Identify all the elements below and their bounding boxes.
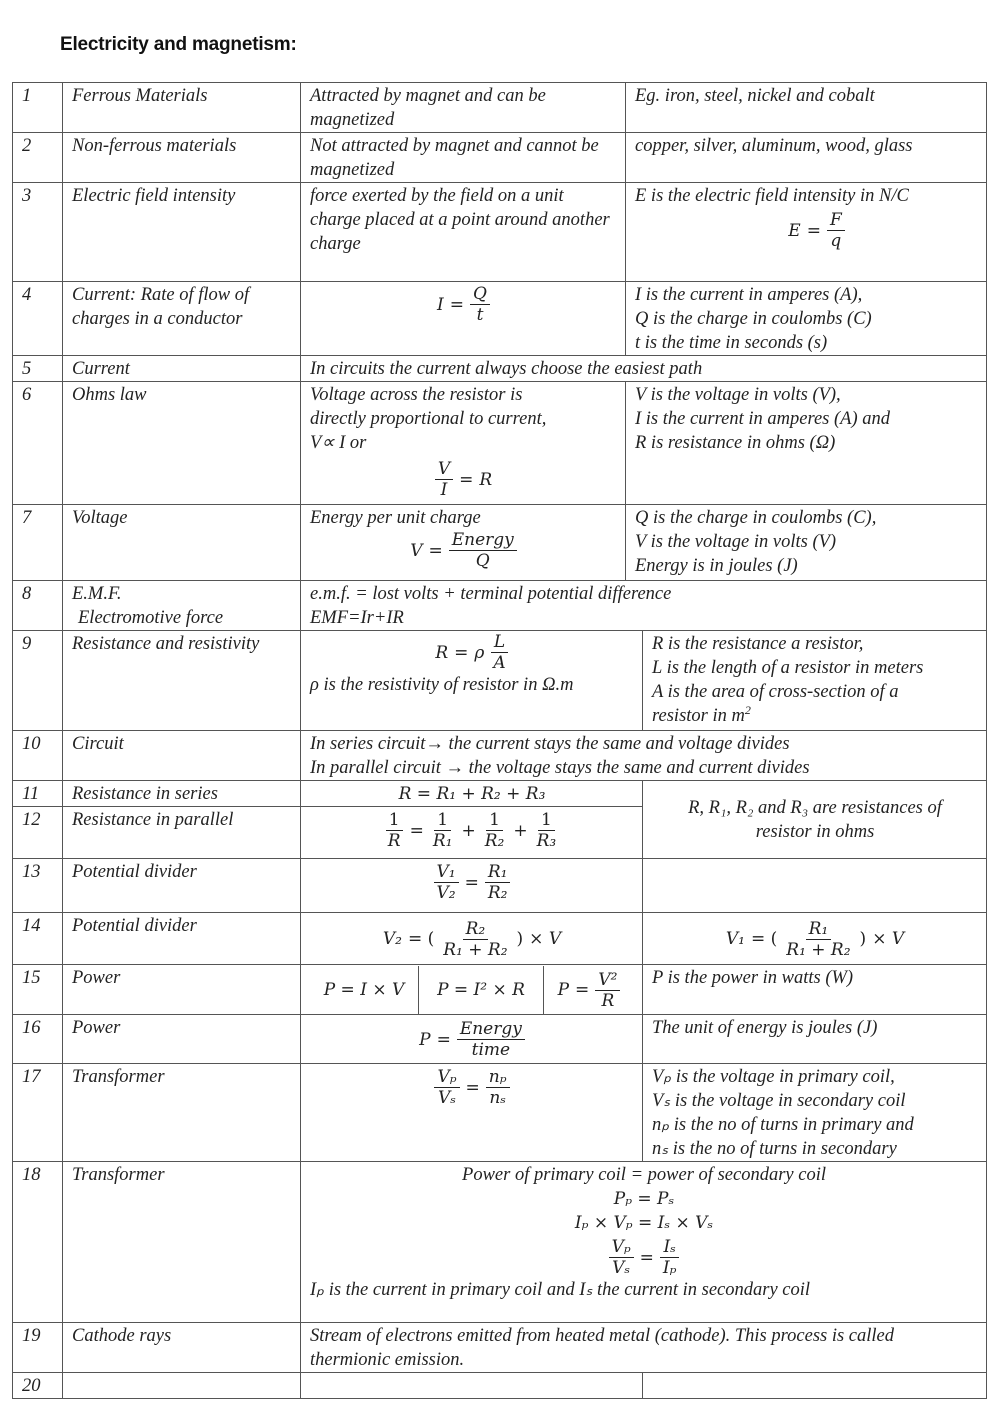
description: Not attracted by magnet and cannot be magnetized <box>301 133 626 183</box>
equation-power-i2r: P = I² × R <box>437 980 525 1000</box>
term: Transformer <box>63 1064 301 1162</box>
table-row <box>13 631 987 731</box>
row-number: 4 <box>13 282 63 356</box>
term: Power <box>63 965 301 1015</box>
table-row <box>13 1162 987 1323</box>
description-empty <box>301 1373 643 1399</box>
equation-iv-equal: Iₚ × Vₚ = Iₛ × Vₛ <box>574 1213 714 1233</box>
equation-cell <box>301 282 626 356</box>
table-row <box>13 859 987 913</box>
table-row <box>13 382 987 505</box>
equation-cell <box>301 781 643 807</box>
row-number: 5 <box>13 356 63 382</box>
equation-cell <box>301 1015 643 1064</box>
equation-series: R = R₁ + R₂ + R₃ <box>398 784 546 804</box>
equation-ohms-law: $\frac{V}{I}$ = R <box>435 459 492 500</box>
table-row <box>13 781 987 807</box>
row-number: 18 <box>13 1162 63 1323</box>
table-row <box>13 1064 987 1162</box>
description: Energy per unit charge V = $\frac{\text{Energy}}{Q}$ <box>301 505 626 581</box>
row-number: 14 <box>13 913 63 965</box>
term: Voltage <box>63 505 301 581</box>
equation-power-energy: P = $\frac{\text{Energy}}{\text{time}}$ <box>419 1019 525 1060</box>
equation-power-equal: Pₚ = Pₛ <box>613 1189 675 1209</box>
physics-table <box>12 82 987 1399</box>
row-number: 1 <box>13 83 63 133</box>
row-number: 10 <box>13 731 63 781</box>
equation-power-iv: P = I × V <box>323 980 405 1000</box>
term: Resistance and resistivity <box>63 631 301 731</box>
description: e.m.f. = lost volts + terminal potential difference EMF=Ir+IR <box>301 581 987 631</box>
equation-current: I = $\frac{Q}{t}$ <box>437 284 490 325</box>
table-row <box>13 1015 987 1064</box>
equation-potential-divider: $\frac{\text{V₁}}{\text{V₂}}$ = $\frac{\text{R₁}}{\text{R₂}}$ <box>434 862 511 903</box>
row-number: 12 <box>13 807 63 859</box>
term: Resistance in series <box>63 781 301 807</box>
equation-v2: V₂ = ( $\frac{\text{R₂}}{\text{R₁ + R₂}}$ ) × V <box>382 918 562 960</box>
row-number: 19 <box>13 1323 63 1373</box>
term: Potential divider <box>63 913 301 965</box>
term: Cathode rays <box>63 1323 301 1373</box>
equation-electric-field: E = $\frac{F}{q}$ <box>788 210 844 251</box>
term: Power <box>63 1015 301 1064</box>
note: Q is the charge in coulombs (C), V is the voltage in volts (V) Energy is in joules (J) <box>626 505 987 581</box>
table-row <box>13 1323 987 1373</box>
equation-parallel: $\frac{1}{R}$ = $\frac{1}{\text{R₁}}$ + $\frac{1}{\text{R₂}}$ + $\frac{1}{\text{R₃}}$ <box>385 810 559 851</box>
term: Non-ferrous materials <box>63 133 301 183</box>
table-row <box>13 133 987 183</box>
term: Current: Rate of flow of charges in a conductor <box>63 282 301 356</box>
equation-cell <box>301 859 643 913</box>
table-row <box>13 581 987 631</box>
equation-transformer-current: $\frac{\text{Vₚ}}{\text{Vₛ}}$ = $\frac{\text{Iₛ}}{\text{Iₚ}}$ <box>609 1237 680 1278</box>
term: Electric field intensity <box>63 183 301 282</box>
row-number: 2 <box>13 133 63 183</box>
note-empty <box>643 859 987 913</box>
row-number: 11 <box>13 781 63 807</box>
term: E.M.F. Electromotive force <box>63 581 301 631</box>
description: In series circuit→ the current stays the same and voltage divides In parallel circuit → the voltage stays the same and current divides <box>301 731 987 781</box>
table-row <box>13 505 987 581</box>
note-empty <box>643 1373 987 1399</box>
description: Attracted by magnet and can be magnetized <box>301 83 626 133</box>
table-row <box>13 913 987 965</box>
term: Resistance in parallel <box>63 807 301 859</box>
note: R is the resistance a resistor, L is the length of a resistor in meters A is the area of cross-section of a resistor in $m^2$ <box>643 631 987 731</box>
table-row <box>13 1373 987 1399</box>
table-row <box>13 83 987 133</box>
description: Voltage across the resistor is directly proportional to current, V∝ I or $\frac{V}{I}$ = R <box>301 382 626 505</box>
term: Circuit <box>63 731 301 781</box>
row-number: 8 <box>13 581 63 631</box>
equation-voltage: V = $\frac{\text{Energy}}{Q}$ <box>410 530 517 571</box>
equation-cell <box>301 1064 643 1162</box>
equation-power-v2r: P = $\frac{\text{V²}}{R}$ <box>558 970 621 1011</box>
row-number: 9 <box>13 631 63 731</box>
equation-cell <box>301 913 643 965</box>
note: P is the power in watts (W) <box>643 965 987 1015</box>
row-number: 3 <box>13 183 63 282</box>
row-number: 6 <box>13 382 63 505</box>
row-number: 13 <box>13 859 63 913</box>
equation-cell <box>301 807 643 859</box>
description: Power of primary coil = power of secondary coil Pₚ = Pₛ Iₚ × Vₚ = Iₛ × Vₛ $\frac{\text{Vₚ}}{\text{Vₛ}}$ = $\frac{\text{Iₛ}}{\text{Iₚ}}$ Iₚ is the current in primary coil and Iₛ the current in secondary coil <box>301 1162 987 1323</box>
description: force exerted by the field on a unit charge placed at a point around another charge <box>301 183 626 282</box>
description: R = ρ $\frac{L}{A}$ ρ is the resistivity of resistor in Ω.m <box>301 631 643 731</box>
note: R, R₁, R₂ and R₃ are resistances of resistor in ohms <box>643 781 987 859</box>
equation-transformer-turns: $\frac{\text{Vₚ}}{\text{Vₛ}}$ = $\frac{\text{nₚ}}{\text{nₛ}}$ <box>434 1067 509 1108</box>
note: V is the voltage in volts (V), I is the current in amperes (A) and R is resistance in ohms (Ω) <box>626 382 987 505</box>
equation-v1: V₁ = ( $\frac{\text{R₁}}{\text{R₁ + R₂}}$ ) × V <box>725 918 905 960</box>
table-row <box>13 356 987 382</box>
term: Potential divider <box>63 859 301 913</box>
power-formulas <box>301 965 643 1015</box>
note: Eg. iron, steel, nickel and cobalt <box>626 83 987 133</box>
table-row <box>13 183 987 282</box>
equation-cell <box>643 913 987 965</box>
equation-resistivity: R = ρ $\frac{L}{A}$ <box>435 632 508 673</box>
note: The unit of energy is joules (J) <box>643 1015 987 1064</box>
term: Ferrous Materials <box>63 83 301 133</box>
term: Transformer <box>63 1162 301 1323</box>
description: In circuits the current always choose the easiest path <box>301 356 987 382</box>
table-row <box>13 965 987 1015</box>
term: Ohms law <box>63 382 301 505</box>
row-number: 15 <box>13 965 63 1015</box>
row-number: 16 <box>13 1015 63 1064</box>
table-row <box>13 282 987 356</box>
page-title: Electricity and magnetism: <box>60 34 297 55</box>
term: Current <box>63 356 301 382</box>
table-row <box>13 731 987 781</box>
row-number: 7 <box>13 505 63 581</box>
note: I is the current in amperes (A), Q is the charge in coulombs (C) t is the time in seconds (s) <box>626 282 987 356</box>
row-number: 20 <box>13 1373 63 1399</box>
note: E is the electric field intensity in N/C E = $\frac{F}{q}$ <box>626 183 987 282</box>
note: copper, silver, aluminum, wood, glass <box>626 133 987 183</box>
term-empty <box>63 1373 301 1399</box>
description: Stream of electrons emitted from heated metal (cathode). This process is called thermionic emission. <box>301 1323 987 1373</box>
note: Vₚ is the voltage in primary coil, Vₛ is the voltage in secondary coil nₚ is the no of turns in primary and nₛ is the no of turns in secondary <box>643 1064 987 1162</box>
row-number: 17 <box>13 1064 63 1162</box>
